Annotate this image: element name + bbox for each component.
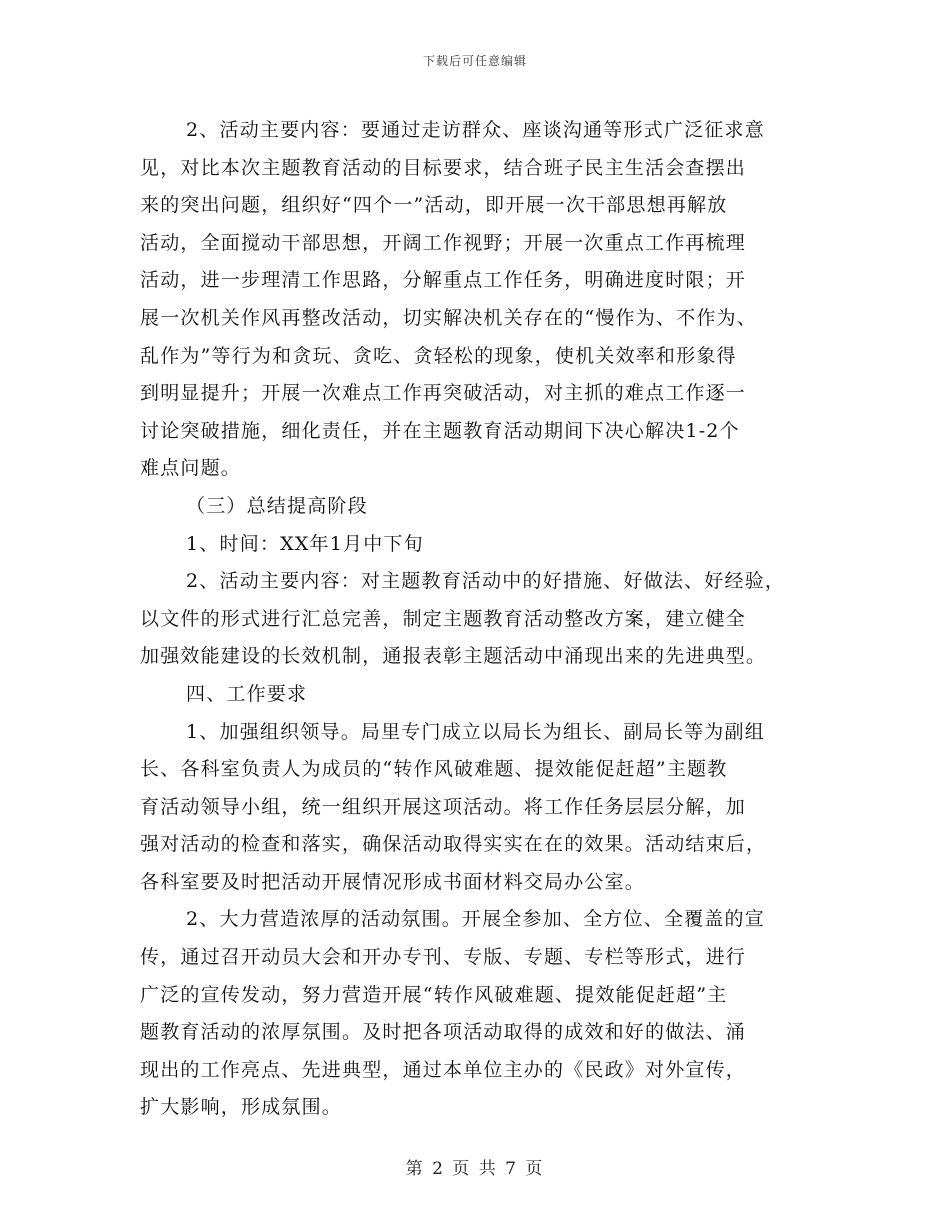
text-line: 2、活动主要内容：要通过走访群众、座谈沟通等形式广泛征求意 xyxy=(186,119,765,141)
text-line: 到明显提升；开展一次难点工作再突破活动，对主抓的难点工作逐一 xyxy=(140,382,747,405)
text-line: 以文件的形式进行汇总完善，制定主题教育活动整改方案，建立健全 xyxy=(140,607,747,630)
text-line: 扩大影响，形成氛围。 xyxy=(140,1096,343,1119)
document-body xyxy=(140,112,816,1127)
text-line: 育活动领导小组，统一组织开展这项活动。将工作任务层层分解，加 xyxy=(140,795,747,818)
text-line: 活动，全面搅动干部思想，开阔工作视野；开展一次重点工作再梳理 xyxy=(140,231,747,254)
text-line: 现出的工作亮点、先进典型，通过本单位主办的《民政》对外宣传， xyxy=(140,1058,747,1081)
text-line: 1、加强组织领导。局里专门成立以局长为组长、副局长等为副组 xyxy=(186,720,765,743)
text-line: 1、时间：XX年1月中下旬 xyxy=(186,532,424,555)
text-line: 传，通过召开动员大会和开办专刊、专版、专题、专栏等形式，进行 xyxy=(140,946,747,969)
text-line: 来的突出问题，组织好“四个一”活动，即开展一次干部思想再解放 xyxy=(140,194,728,217)
text-line: 见，对比本次主题教育活动的目标要求，结合班子民主生活会查摆出 xyxy=(140,156,747,179)
text-line: 加强效能建设的长效机制，通报表彰主题活动中涌现出来的先进典型。 xyxy=(140,645,767,668)
text-line: 四、工作要求 xyxy=(186,682,308,705)
text-line: 展一次机关作风再整改活动，切实解决机关存在的“慢作为、不作为、 xyxy=(140,306,757,329)
text-line: 活动，进一步理清工作思路，分解重点工作任务，明确进度时限；开 xyxy=(140,269,747,292)
text-line: 各科室要及时把活动开展情况形成书面材料交局办公室。 xyxy=(140,870,646,893)
text-line: 强对活动的检查和落实，确保活动取得实实在在的效果。活动结束后， xyxy=(140,833,767,856)
page-number: 第 2 页 共 7 页 xyxy=(405,1159,545,1179)
text-line: 2、大力营造浓厚的活动氛围。开展全参加、全方位、全覆盖的宣 xyxy=(186,908,765,931)
text-line: 广泛的宣传发动，努力营造开展“转作风破难题、提效能促赶超”主 xyxy=(140,983,728,1006)
text-line: 乱作为”等行为和贪玩、贪吃、贪轻松的现象，使机关效率和形象得 xyxy=(140,344,737,367)
text-line: 2、活动主要内容：对主题教育活动中的好措施、好做法、好经验， xyxy=(186,570,786,593)
text-line: 长、各科室负责人为成员的“转作风破难题、提效能促赶超”主题教 xyxy=(140,758,728,781)
text-line: 难点问题。 xyxy=(140,457,242,480)
text-line: 题教育活动的浓厚氛围。及时把各项活动取得的成效和好的做法、涌 xyxy=(140,1021,747,1044)
page-header: 下载后可任意编辑 xyxy=(422,54,527,68)
text-line: 讨论突破措施，细化责任，并在主题教育活动期间下决心解决1-2个 xyxy=(140,419,740,442)
text-line: （三）总结提高阶段 xyxy=(186,494,368,517)
